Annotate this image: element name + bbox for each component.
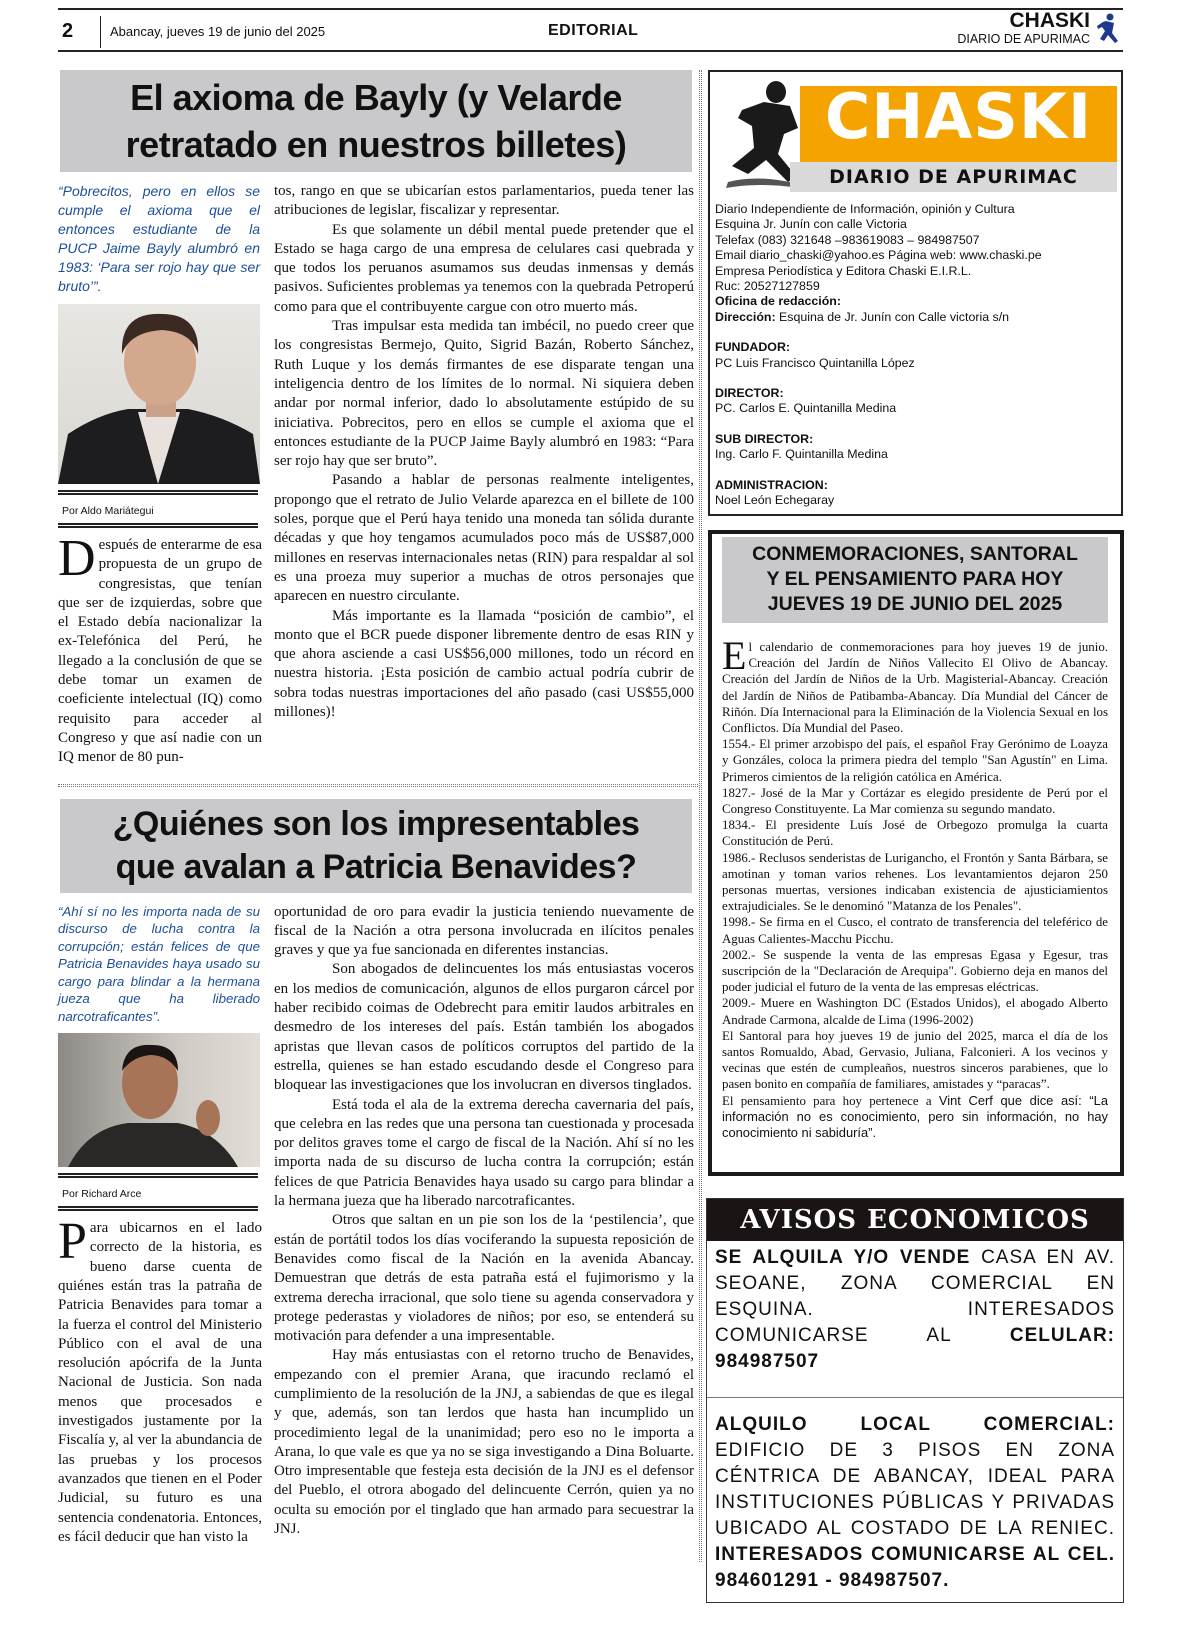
sidebar-area: [708, 70, 1124, 1603]
article2-body: [274, 903, 694, 1548]
runner-logo-icon: [1094, 12, 1122, 48]
article1-body: [274, 182, 694, 768]
ad-divider: [707, 1397, 1123, 1398]
article2-pull-quote: “Ahí sí no les importa nada de su discurso de lucha contra la corrupción; están felices de que Patricia Benavides haya usado su cargo para blindar a la hermana jueza que ha liberado narcotraficantes”.: [58, 903, 260, 1024]
santoral: El Santoral para hoy jueves 19 de junio del 2025, marca el día de los santos Romualdo, Abad, Gervasio, Juliana, Falconieri. A los vecinos y vecinas que estén de cumpleaños, nuestros sinceros parabienes, que lo pasen bonito en compañía de familiares, amistades y “paracas”.: [722, 1028, 1108, 1092]
ad-contact: INTERESADOS COMUNICARSE AL CEL. 984601291 - 984987507.: [715, 1544, 1115, 1591]
byline-rule: [58, 523, 258, 528]
paragraph: Es que solamente un débil mental puede pretender que el Estado se haga cargo de una empresa de celulares casi quebrada y que todos los peruanos asumamos sus deudas inmensas y demás pasivos. Suficientes problemas ya tenemos con la quebrada Petroperú como para que el contribuyente cargue con otro muerto más.: [274, 221, 694, 315]
article2-columns: [58, 903, 694, 1548]
logo: [710, 72, 1121, 196]
headline-line: retratado en nuestros billetes): [125, 124, 627, 165]
paragraph: Tras impulsar esta medida tan imbécil, no puedo creer que los congresistas Bermejo, Quito, Sigrid Bazán, Roberto Sánchez, Ruth Luque y los demás firmantes de ese disparate tengan una inteligencia dentro de los límites de lo normal. Ni siquiera deben andar por normal inferior, dado lo absolutamente estúpido de su iniciativa. Pobrecitos, pero en ellos se cumple el axioma que el entonces estudiante de la PUCP Jaime Bayly alumbró en 1983: “Para ser rojo hay que ser bruto”.: [274, 318, 694, 470]
brand-name: CHASKI: [1009, 9, 1090, 32]
headline-line: ¿Quiénes son los impresentables: [112, 804, 640, 843]
article2-left-column: [58, 903, 262, 1548]
article2-lead-column: [58, 1213, 262, 1547]
title-line: CONMEMORACIONES, SANTORAL: [752, 543, 1078, 565]
staff-name: PC Luis Francisco Quintanilla López: [715, 355, 915, 370]
article1-author-photo: [58, 304, 260, 484]
column-separator: [699, 70, 702, 1562]
staff-role: ADMINISTRACION:: [715, 477, 828, 492]
header-bottom-rule: [58, 50, 1123, 52]
event-item: 2002.- Se suspende la venta de las empresas Egasa y Egesur, tras suscripción de la "Declaración de Arequipa". Gobierno deja en manos del poder judicial el futuro de la venta de las empresas eléctricas.: [722, 947, 1108, 995]
ad-text: CASA EN AV. SEOANE, ZONA COMERCIAL EN ESQUINA. INTERESADOS COMUNICARSE AL: [715, 1247, 1116, 1346]
classifieds-box: [706, 1198, 1124, 1603]
drop-cap: D: [58, 530, 96, 587]
ad-text: EDIFICIO DE 3 PISOS EN ZONA CÉNTRICA DE ABANCAY, IDEAL PARA INSTITUCIONES PÚBLICAS Y PRIVADAS UBICADO AL COSTADO DE LA RENIEC.: [715, 1440, 1115, 1539]
portrait-image: [58, 1033, 260, 1167]
staff-name: Noel León Echegaray: [715, 493, 835, 508]
paragraph: Pasando a hablar de personas realmente inteligentes, propongo que el retrato de Julio Velarde aparezca en el billete de 100 soles, porque que el Perú haya tenido una moneda tan sólida durante décadas y que hoy tengamos acumulados poco más de US$87,000 millones en reservas internacionales netas (RIN) para respaldar al sol es una proeza muy superior a muchas de otros personajes que aparecen en nuestro circulante.: [274, 472, 694, 605]
info-line: Empresa Periodística y Editora Chaski E.I.R.L.: [715, 263, 972, 278]
address-label: Dirección:: [715, 309, 776, 324]
editorial-area: [58, 70, 694, 1547]
header-brand: [957, 10, 1090, 46]
lead-text: ara ubicarnos en el lado correcto de la historia, es bueno darse cuenta de quiénes están tras la patraña de Patricia Benavides para tomar a la fuerza el control del Ministerio Público con el aval de una resolución apócrifa de la Junta Nacional de Justicia. Son nada menos que procesados e investigados justamente por la Fiscalía y, al ver la abundancia de las pruebas y los procesos avanzados que tienen en el Poder Judicial, su futuro es una sentencia condenatoria. Entonces, es fácil deducir que han visto la: [58, 1220, 262, 1545]
issue-date: Abancay, jueves 19 de junio del 2025: [110, 24, 326, 39]
article1-headline: [60, 70, 692, 172]
info-line: Ruc: 20527127859: [715, 279, 820, 294]
conmemoraciones-body: [722, 633, 1108, 1141]
event-item: 1986.- Reclusos senderistas de Lurigancho, el Frontón y Santa Bárbara, se amotinan y toman varios rehenes. Los levantamientos dejaron 250 personas muertas, versiones indicaban existencia de ajusticiamientos extrajudiciales. Se le denominó "Matanza de los Penales".: [722, 850, 1108, 914]
title-line: JUEVES 19 DE JUNIO DEL 2025: [767, 593, 1063, 615]
staff-role: DIRECTOR:: [715, 386, 784, 401]
event-item: 1554.- El primer arzobispo del país, el español Fray Gerónimo de Loayza y Gonzáles, coloca la primera piedra del templo "San Agustín" en Lima. Primeros cimientos de la religión católica en América.: [722, 737, 1108, 784]
article1-byline: Por Aldo Mariátegui: [62, 505, 154, 517]
event-item: 1834.- El presidente Luís José de Orbegozo promulga la cuarta Constitución de Perú.: [722, 818, 1108, 849]
article-separator: [58, 784, 698, 787]
drop-cap: P: [58, 1213, 87, 1271]
thought-intro: El pensamiento para hoy pertenece a: [722, 1093, 939, 1108]
staff-role: FUNDADOR:: [715, 340, 791, 355]
article1-pull-quote: “Pobrecitos, pero en ellos se cumple el axioma que el entonces estudiante de la PUCP Jaime Bayly alumbró en 1983: ‘Para ser rojo hay que ser bruto’”.: [58, 183, 260, 294]
classified-ad: [707, 1408, 1123, 1594]
info-line: Diario Independiente de Información, opinión y Cultura: [715, 202, 1015, 216]
classified-ad: [707, 1241, 1123, 1375]
ad-heading: SE ALQUILA Y/O VENDE: [715, 1247, 971, 1268]
event-item: 2009.- Muere en Washington DC (Estados Unidos), el abogado Alberto Andrade Carmona, alcalde de Lima (1996-2002): [722, 996, 1108, 1027]
office-label: Oficina de redacción:: [715, 294, 842, 309]
paragraph: Otros que saltan en un pie son los de la ‘pestilencia’, que están de portátil todos los días vociferando la supuesta reposición de Benavides como fiscal de la Nación en la avenida Abancay. Demuestran que detrás de esta patraña está el fujimorismo y la extrema derecha irracional, que solo tiene su agenda conservadora y protege pederastas y violadores de niños; por eso, se entenderá su motivación para defender a una impresentable.: [274, 1212, 694, 1345]
section-name: EDITORIAL: [548, 22, 639, 39]
address: Esquina de Jr. Junín con Calle victoria s/n: [775, 309, 1010, 324]
article1-left-column: [58, 182, 262, 768]
lead-text: l calendario de conmemoraciones para hoy jueves 19 de junio. Creación del Jardín de Niños Vallecito El Olivo de Abancay. Creación del Jardín de Niños de la Urb. Magisterial-Abancay. Creación del Jardín de Niños de Patibamba-Abancay. Día Mundial del Cáncer de Riñón. Día Internacional para la Eliminación de la Violencia Sexual en los Conflictos. Día Mundial del Paseo.: [722, 640, 1108, 736]
logo-text: CHASKI: [824, 80, 1093, 153]
info-line: Esquina Jr. Junín con calle Victoria: [715, 217, 907, 232]
drop-cap: E: [722, 633, 747, 678]
classifieds-title: AVISOS ECONOMICOS: [707, 1199, 1123, 1241]
thought-quote: Vint Cerf que dice así: “La información no es conocimiento, pero sin información, no hay conocimiento ni sabiduría”.: [722, 1092, 1108, 1141]
event-item: 1998.- Se firma en el Cusco, el contrato de transferencia del teleférico de Aguas Calientes-Macchu Picchu.: [722, 915, 1108, 946]
conmemoraciones-box: [708, 530, 1124, 1176]
masthead-box: [708, 70, 1123, 516]
headline-line: El axioma de Bayly (y Velarde: [130, 77, 622, 118]
portrait-image: [58, 304, 260, 484]
staff-role: SUB DIRECTOR:: [715, 431, 814, 446]
paragraph: Más importante es la llamada “posición de cambio”, el monto que el BCR puede disponer libremente dentro de esas RIN y que ahora asciende a casi US$56,000 millones, todo un récord en nuestra historia. ¡Esta posición de cambio actual podría cubrir de sobra todas nuestras importaciones del año pasado (casi US$55,000 millones)!: [274, 607, 694, 721]
paragraph: Está toda el ala de la extrema derecha cavernaria del país, que celebra en las redes que una persona tan cuestionada y procesada por delitos graves tome el cargo de fiscal de la Nación. Ahí sí no les importa nada de su discurso de lucha contra la corrupción; están felices de que Patricia Benavides haya usado su cargo para blindar a la hermana jueza que ha liberado narcotraficantes.: [274, 1096, 694, 1210]
paragraph: Hay más entusiastas con el retorno trucho de Benavides, empezando con el premier Arana, que iracundo reclamó el cumplimiento de la resolución de la JNJ, a sabiendas de que es ilegal y que, además, son tan lerdos que hasta han incumplido un procedimiento legal de la unanimidad; pero eso no le importa a Arana, lo que vale es que ya no se siga investigando a Dina Boluarte. Otro impresentable que festeja esta decisión de la JNJ es el defensor del Pueblo, el otrora abogado del delincuente Cerrón, quien ya no oculta su emoción por el tinglado que han armado para secuestrar la JNJ.: [274, 1347, 694, 1538]
conmemoraciones-title: [722, 537, 1108, 623]
header-divider: [100, 16, 101, 48]
article1-lead-column: [58, 530, 262, 768]
title-line: Y EL PENSAMIENTO PARA HOY: [766, 568, 1064, 590]
event-item: 1827.- José de la Mar y Cortázar es elegido presidente de Perú por el Congreso Constituyente. La Mar comienza su segundo mandato.: [722, 785, 1108, 817]
logo-subtitle: DIARIO DE APURIMAC: [790, 162, 1117, 192]
ad-heading: ALQUILO LOCAL COMERCIAL:: [715, 1414, 1115, 1435]
info-line: Email diario_chaski@yahoo.es Página web: www.chaski.pe: [715, 248, 1042, 263]
paragraph: oportunidad de oro para evadir la justicia teniendo nuevamente de fiscal de la Nación a otra persona involucrada en ilícitos penales graves y que ya fue sancionada en diferentes instancias.: [274, 903, 694, 959]
article2-author-photo: [58, 1033, 260, 1167]
brand-subtitle: DIARIO DE APURIMAC: [957, 32, 1090, 46]
ad-contact: CELULAR: 984987507: [715, 1325, 1115, 1372]
article1-columns: [58, 182, 694, 768]
paragraph: tos, rango en que se ubicarían estos parlamentarios, pueda tener las atribuciones de legislar, fiscalizar y representar.: [274, 183, 694, 219]
info-line: Telefax (083) 321648 –983619083 – 984987507: [715, 232, 980, 247]
article2-byline: Por Richard Arce: [62, 1188, 142, 1201]
paragraph: Son abogados de delincuentes los más entusiastas voceros en los medios de comunicación, algunos de ellos purgaron cárcel por haber recibido coimas de Odebrecht para emitir laudos arbitrales en desmedro de los intereses del país. Están también los abogados apristas que llevan casos de políticos corruptos del partido de la estrella, quienes se han estado escudando desde el Congreso para bloquear las investigaciones que los involucran en diversos tinglados.: [274, 961, 694, 1094]
staff-name: Ing. Carlo F. Quintanilla Medina: [715, 447, 888, 462]
lead-text: espués de enterarme de esa propuesta de un grupo de congresistas, que tenían que ser de izquierdas, sobre que el Estado debía nacionalizar la ex-Telefónica del Perú, he llegado a la conclusión de que se debe tomar un examen de coeficiente intelectual (IQ) como requisito para acceder al Congreso y que así nadie con un IQ menor de 80 pun-: [58, 537, 262, 766]
masthead-info: [710, 196, 1121, 509]
headline-line: que avalan a Patricia Benavides?: [115, 847, 637, 886]
article2-headline: [60, 799, 692, 893]
byline-rule: [58, 1206, 258, 1211]
staff-name: PC. Carlos E. Quintanilla Medina: [715, 401, 897, 416]
page-number: 2: [62, 20, 74, 42]
